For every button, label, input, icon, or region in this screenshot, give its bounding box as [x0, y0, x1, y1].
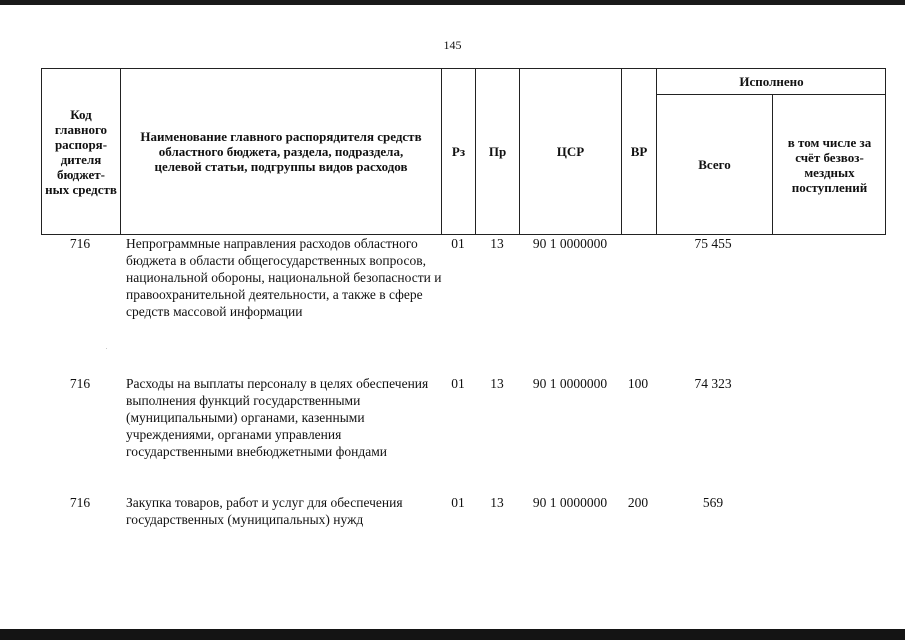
row-total: 75 455	[694, 236, 732, 251]
header-code: Код главного распоря-дителя бюджет-ных средств	[45, 106, 117, 197]
header-rz: Рз	[451, 144, 466, 159]
row-total: 74 323	[694, 376, 732, 391]
row-pr: 13	[490, 495, 504, 510]
table-header	[41, 68, 886, 235]
header-free: в том числе за счёт безвоз-мездных поступлений	[787, 134, 872, 195]
header-pr: Пр	[488, 144, 507, 159]
row-pr: 13	[490, 236, 504, 251]
row-code: 716	[69, 495, 91, 510]
row-total: 569	[702, 495, 724, 510]
row-csr: 90 1 0000000	[532, 495, 608, 510]
row-vr: 200	[627, 495, 649, 510]
row-code: 716	[69, 236, 91, 251]
row-name: Закупка товаров, работ и услуг для обеспечения государственных (муниципальных) нужд	[126, 495, 403, 527]
row-rz: 01	[451, 236, 465, 251]
scan-speck	[106, 348, 107, 349]
row-csr: 90 1 0000000	[532, 236, 608, 251]
page-number: 145	[443, 38, 462, 52]
row-csr: 90 1 0000000	[532, 376, 608, 391]
header-name: Наименование главного распорядителя средств областного бюджета, раздела, подраздела, целевой статьи, подгруппы видов расходов	[140, 129, 422, 174]
header-vr: ВР	[630, 144, 648, 159]
header-csr: ЦСР	[556, 144, 585, 159]
header-total: Всего	[698, 157, 731, 172]
row-name: Непрограммные направления расходов областного бюджета в области общегосударственных вопросов, национальной обороны, национальной безопасности и правоохранительной деятельности, а также в сфере средств массовой информации	[126, 236, 442, 319]
row-code: 716	[69, 376, 91, 391]
row-pr: 13	[490, 376, 504, 391]
header-executed: Исполнено	[739, 74, 804, 89]
row-rz: 01	[451, 495, 465, 510]
row-rz: 01	[451, 376, 465, 391]
row-name: Расходы на выплаты персоналу в целях обеспечения выполнения функций государственными (муниципальными) органами, казенными учреждениями, органами управления государственными внебюджетными фондами	[126, 376, 429, 459]
row-vr: 100	[627, 376, 649, 391]
scan-border-bottom	[0, 629, 905, 640]
scan-border-top	[0, 0, 905, 5]
